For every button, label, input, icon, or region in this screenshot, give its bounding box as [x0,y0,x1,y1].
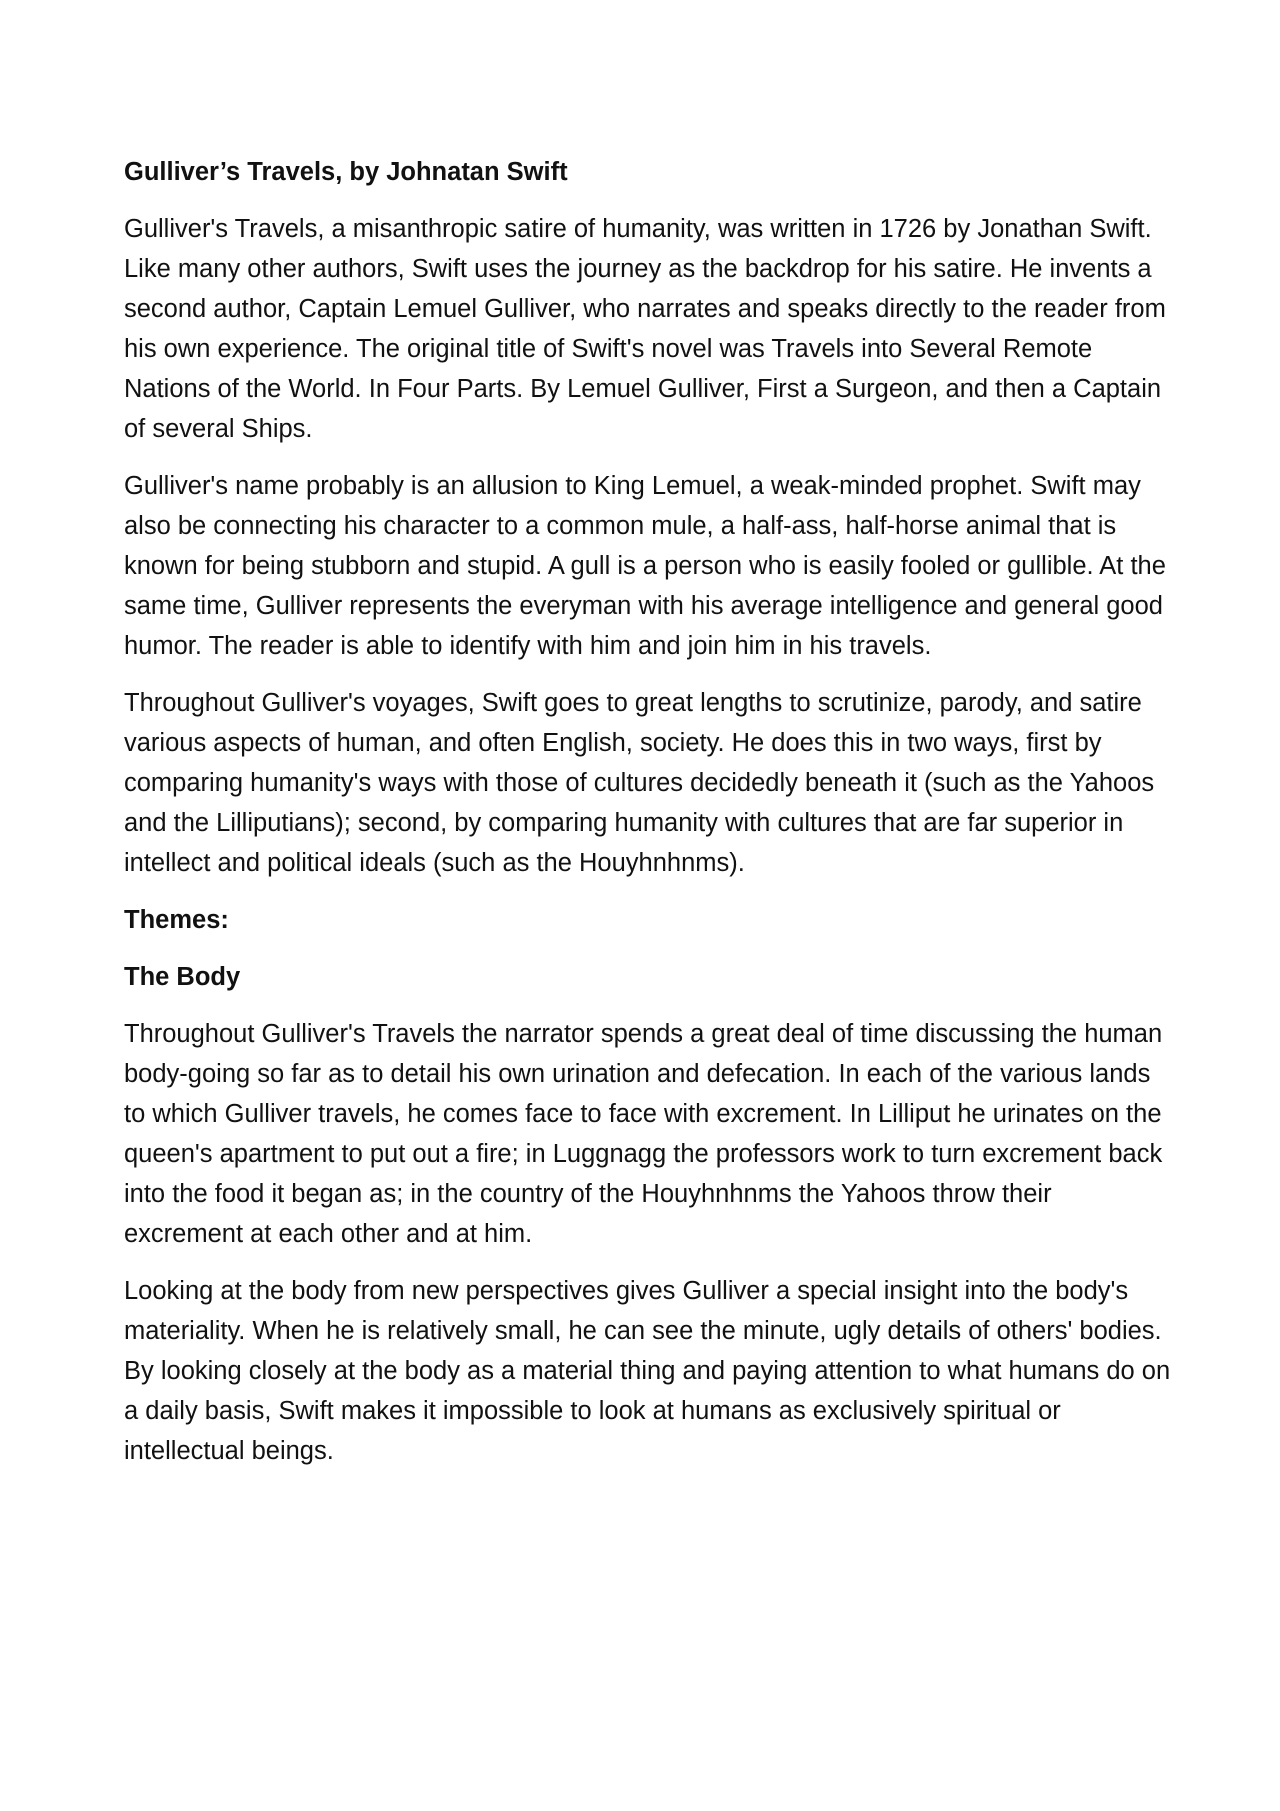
body-paragraph-1: Throughout Gulliver's Travels the narrator spends a great deal of time discussing the human body-going so far as to detail his own urination and defecation. In each of the various lands to which Gulliver travels, he comes face to face with excrement. In Lilliput he urinates on the queen's apartment to put out a fire; in Luggnagg the professors work to turn excrement back into the food it began as; in the country of the Houyhnhnms the Yahoos throw their excrement at each other and at him. [124,1020,1163,1248]
body-theme-heading: The Body [124,963,241,991]
document-title: Gulliver’s Travels, by Johnatan Swift [124,158,568,186]
intro-paragraph-1: Gulliver's Travels, a misanthropic satire of humanity, was written in 1726 by Jonathan Swift. Like many other authors, Swift uses the journey as the backdrop for his satire. He invents a second author, Captain Lemuel Gulliver, who narrates and speaks directly to the reader from his own experience. The original title of Swift's novel was Travels into Several Remote Nations of the World. In Four Parts. By Lemuel Gulliver, First a Surgeon, and then a Captain of several Ships. [124,215,1166,443]
themes-heading: Themes: [124,906,229,934]
body-paragraph-2: Looking at the body from new perspectives gives Gulliver a special insight into the body's materiality. When he is relatively small, he can see the minute, ugly details of others' bodies. By looking closely at the body as a material thing and paying attention to what humans do on a daily basis, Swift makes it impossible to look at humans as exclusively spiritual or intellectual beings. [124,1277,1171,1465]
document-body [124,152,1174,1488]
intro-paragraph-2: Gulliver's name probably is an allusion to King Lemuel, a weak-minded prophet. Swift may also be connecting his character to a common mule, a half-ass, half-horse animal that is known for being stubborn and stupid. A gull is a person who is easily fooled or gullible. At the same time, Gulliver represents the everyman with his average intelligence and general good humor. The reader is able to identify with him and join him in his travels. [124,472,1166,660]
intro-paragraph-3: Throughout Gulliver's voyages, Swift goes to great lengths to scrutinize, parody, and satire various aspects of human, and often English, society. He does this in two ways, first by comparing humanity's ways with those of cultures decidedly beneath it (such as the Yahoos and the Lilliputians); second, by comparing humanity with cultures that are far superior in intellect and political ideals (such as the Houyhnhnms). [124,689,1155,877]
